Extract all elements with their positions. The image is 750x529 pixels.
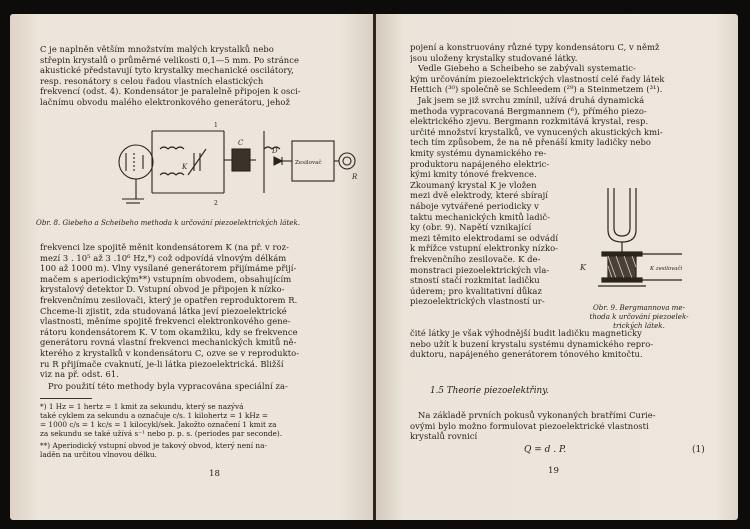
text-line: frekvenčního zesilovače. K de- bbox=[410, 253, 541, 264]
text-line: ovými bylo možno formulovat piezoelektrické vlastnosti bbox=[410, 420, 649, 431]
text-line: tech tím způsobem, že na ně přenáší kmity ladičky nebo bbox=[410, 137, 652, 148]
figure-8-caption: Obr. 8. Giebeho a Scheibeho methoda k určování piezoelektrických látek. bbox=[36, 218, 301, 227]
label-K: K bbox=[580, 263, 586, 272]
page-number-left: 18 bbox=[209, 469, 220, 479]
loudspeaker bbox=[339, 153, 355, 169]
text-line: C je naplněn větším množstvím malých krystalků nebo bbox=[40, 44, 274, 54]
section-heading: 1.5 Theorie piezoelektřiny. bbox=[430, 386, 549, 396]
text-line: akustické představují tyto krystalky mechanické oscilátory, bbox=[40, 65, 294, 76]
figure-9-caption bbox=[574, 304, 704, 330]
book-spread bbox=[10, 14, 738, 520]
text-line: frekvenčnímu zesilovači, který je opatřen reproduktorem R. bbox=[40, 294, 298, 305]
label-R: R bbox=[352, 173, 358, 181]
text-line: monstraci piezoelektrických vla- bbox=[410, 264, 550, 275]
footnote-line: **) Aperiodický vstupní obvod je takový obvod, který není na- bbox=[40, 441, 267, 451]
left-paragraph-2 bbox=[40, 242, 350, 391]
left-footnotes bbox=[40, 402, 352, 460]
text-line: určité množství krystalků, ve vynucených akustických kmi- bbox=[410, 126, 663, 137]
footnote-line: *) 1 Hz = 1 hertz = 1 kmit za sekundu, který se nazývá bbox=[40, 402, 244, 411]
text-line: kými kmity tónové frekvence. bbox=[410, 169, 537, 180]
text-line: Chceme-li zjistit, zda studovaná látka jeví piezoelektrické bbox=[40, 305, 287, 316]
text-line: kým určováním piezoelektrických vlastností celé řady látek bbox=[410, 73, 665, 84]
text-line: mezi těmito elektrodami se odvádí bbox=[410, 232, 559, 243]
footnote-line: také cyklem za sekundu a označuje c/s. 1 kilohertz = 1 kHz = bbox=[40, 411, 269, 421]
text-line: ru R přijímače cvaknutí, je-li látka piezoelektrická. Bližší bbox=[40, 358, 284, 369]
footnote-rule bbox=[40, 398, 92, 399]
text-line: Jak jsem se již svrchu zmínil, užívá druhá dynamická bbox=[418, 94, 645, 105]
left-paragraph-1 bbox=[40, 44, 350, 108]
label-2: 2 bbox=[214, 200, 218, 207]
text-line: generátoru rovná vlastní frekvenci mechanických kmitů ně- bbox=[40, 337, 297, 348]
figure-8-circuit-diagram bbox=[104, 113, 360, 209]
text-line: taktu mechanických kmitů ladič- bbox=[410, 211, 551, 222]
text-line: frekvencí (odst. 4). Kondensátor je paralelně připojen k osci- bbox=[40, 86, 301, 97]
text-line: Na základě prvních pokusů vykonaných bratřími Curie- bbox=[418, 410, 656, 420]
right-paragraph-1 bbox=[410, 42, 710, 148]
sample-capacitor bbox=[232, 149, 250, 171]
text-line: 100 až 1000 m). Vlny vysílané generátorem přijímáme přijí- bbox=[40, 263, 297, 274]
footnote-line: za sekundu se také užívá s⁻¹ nebo p. p. s. (periodes par seconde). bbox=[40, 429, 283, 439]
text-line: mezí 3 . 10⁵ až 3 .10⁶ Hz,*) což odpovídá vlnovým délkám bbox=[40, 252, 287, 263]
footnote-line: laděn na určitou vlnovou délku. bbox=[40, 450, 157, 460]
right-paragraph-3 bbox=[410, 410, 710, 442]
right-paragraph-tail bbox=[410, 328, 710, 360]
text-line: stností stačí rozkmitat ladičku bbox=[410, 275, 540, 286]
text-line: nebo užít k buzení krystalu systému dynamického repro- bbox=[410, 338, 654, 349]
left-page bbox=[10, 14, 374, 520]
text-line: resp. resonátory s celou řadou vlastních elastických bbox=[40, 75, 264, 86]
text-line: Vedle Giebeho a Scheibeho se zabývali systematic- bbox=[418, 63, 636, 74]
text-line: produktoru napájeného elektric- bbox=[410, 158, 550, 169]
caption-line: Obr. 9. Bergmannova me- bbox=[592, 303, 686, 312]
vacuum-tube bbox=[119, 145, 153, 179]
text-line: Pro použití této methody byla vypracována speciální za- bbox=[48, 380, 288, 391]
text-line: elektrického zjevu. Bergmann rozkmitává krystal, resp. bbox=[410, 116, 649, 127]
text-line: krystalů rovnicí bbox=[410, 431, 478, 442]
text-line: k mřížce vstupní elektronky nízko- bbox=[410, 243, 559, 254]
label-C: C bbox=[238, 139, 244, 147]
text-line: mačem s aperiodickým**) vstupním obvodem, obsahujícím bbox=[40, 273, 292, 284]
text-line: vlastnosti, měníme spojitě frekvenci elektronkového gene- bbox=[40, 316, 291, 327]
coil bbox=[160, 147, 184, 175]
equation-number: (1) bbox=[692, 445, 705, 455]
text-line: methoda vypracovaná Bergmannem (⁶), přímého piezo- bbox=[410, 105, 647, 116]
text-line: úderem; pro kvalitativní důkaz bbox=[410, 285, 542, 296]
text-line: kterého z krystalků v kondensátoru C, ozve se v reprodukto- bbox=[40, 347, 300, 358]
text-line: Zkoumaný krystal K je vložen bbox=[410, 179, 537, 190]
text-line: viz na př. odst. 61. bbox=[40, 369, 120, 380]
caption-line: trických látek. bbox=[613, 320, 665, 330]
text-line: frekvenci lze spojitě měnit kondensátorem K (na př. v roz- bbox=[40, 242, 289, 252]
label-D: D bbox=[272, 147, 278, 155]
text-line: krystalový detektor D. Vstupní obvod je připojen k nízko- bbox=[40, 284, 285, 295]
text-line: jsou uloženy krystalky studované látky. bbox=[410, 52, 578, 63]
caption-line: thoda k určování piezoelek- bbox=[589, 311, 689, 321]
text-line: střepin krystalů o průměrné velikosti 0,1—5 mm. Po stránce bbox=[40, 54, 299, 65]
right-paragraph-narrow bbox=[410, 148, 570, 307]
tuning-fork bbox=[608, 188, 636, 242]
text-line: čité látky je však výhodnější budit ladičku magneticky bbox=[410, 328, 642, 338]
figure-9-tuning-fork-diagram bbox=[572, 186, 692, 298]
text-line: náboje vytvářené periodicky v bbox=[410, 200, 539, 211]
text-line: rátoru kondensátorem K. V tom okamžiku, kdy se frekvence bbox=[40, 326, 298, 337]
label-amplifier: Zesilovač bbox=[295, 160, 322, 166]
text-line: pojení a konstruovány různé typy kondensátoru C, v němž bbox=[410, 42, 660, 52]
text-line: piezoelektrických vlastností ur- bbox=[410, 296, 545, 307]
equation: Q = d . P. bbox=[524, 445, 567, 455]
page-number-right: 19 bbox=[548, 466, 559, 476]
text-line: duktoru, napájeného generátorem tónového kmitočtu. bbox=[410, 349, 643, 360]
text-line: mezi dvě elektrody, které sbírají bbox=[410, 190, 549, 201]
text-line: ky (obr. 9). Napětí vznikající bbox=[410, 222, 532, 233]
text-line: kmity systému dynamického re- bbox=[410, 148, 547, 158]
text-line: Hettich (³⁰) společně se Schleedem (²⁹) a Steinmetzem (³¹). bbox=[410, 84, 663, 95]
label-amplifier: K zesilovači bbox=[650, 266, 683, 272]
footnote-line: = 1000 c/s = 1 kc/s = 1 kilocykl/sek. Jakožto označení 1 kmit za bbox=[40, 420, 277, 430]
label-K: K bbox=[182, 163, 188, 171]
text-line: lačnímu obvodu malého elektronkového generátoru, jehož bbox=[40, 96, 290, 107]
right-page bbox=[376, 14, 738, 520]
label-1: 1 bbox=[214, 122, 218, 129]
